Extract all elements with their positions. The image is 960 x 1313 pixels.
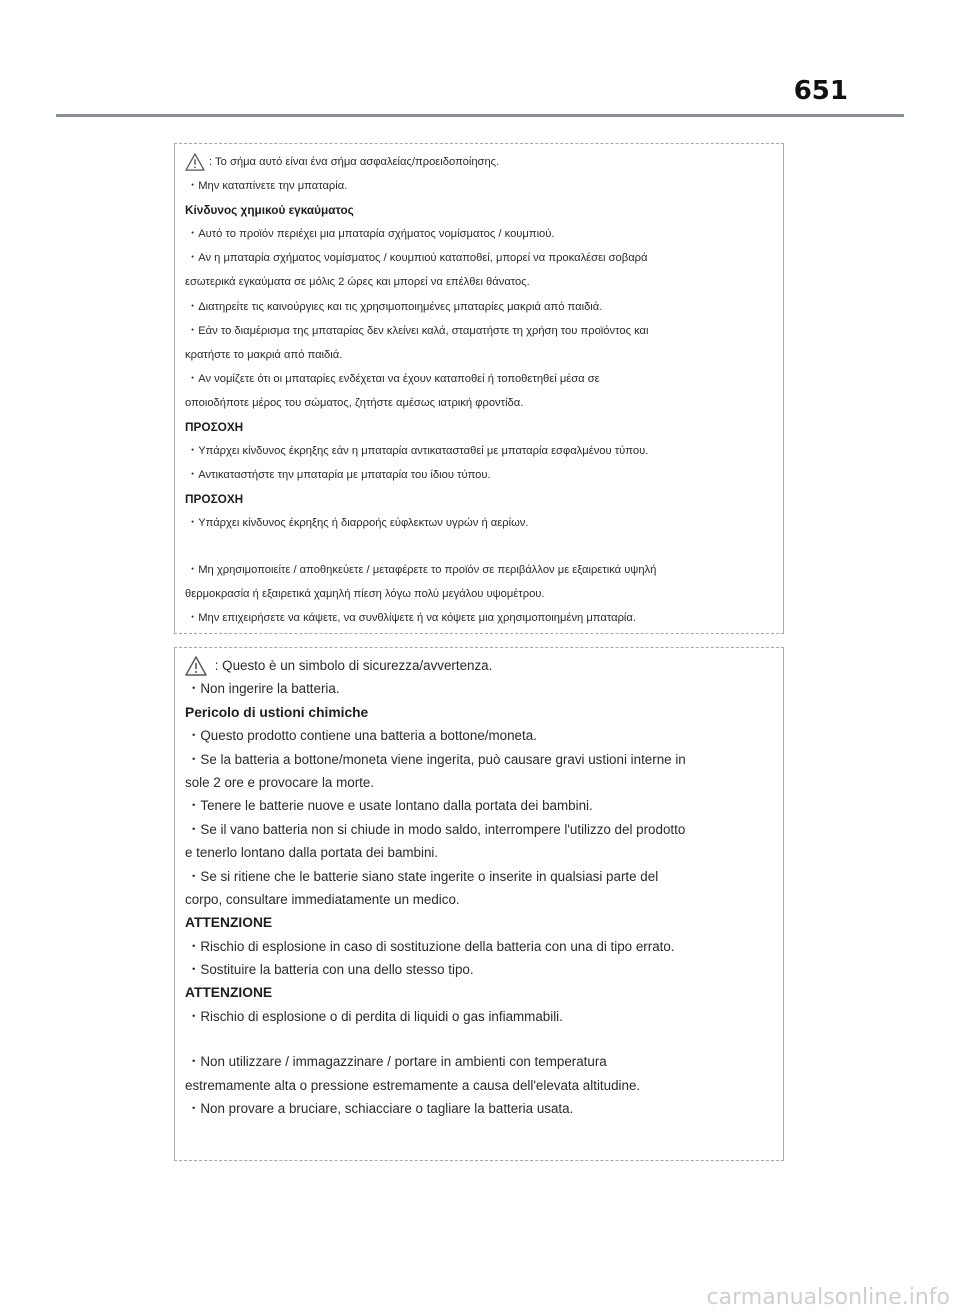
- text-line: [185, 222, 783, 246]
- text-line: [185, 606, 783, 630]
- section-heading: [185, 198, 783, 222]
- line-text: ・Rischio di esplosione o di perdita di liquidi o gas infiammabili.: [187, 1008, 563, 1024]
- line-text: ・Υπάρχει κίνδυνος έκρηξης εάν η μπαταρία αντικατασταθεί με μπαταρία εσφαλμένου τύπου.: [187, 445, 649, 458]
- line-text: ATTENZIONE: [185, 985, 273, 1001]
- line-text: ・Se la batteria a bottone/moneta viene ingerita, può causare gravi ustioni interne in: [187, 751, 686, 767]
- warning-triangle-icon: [185, 153, 205, 171]
- text-line: [185, 391, 783, 415]
- text-line: [185, 174, 783, 198]
- line-text: ・Non utilizzare / immagazzinare / portare in ambienti con temperatura: [187, 1054, 607, 1070]
- greek-warning-box: [174, 143, 784, 634]
- text-line: [185, 724, 783, 747]
- spacer: [185, 1028, 783, 1050]
- warning-line: [185, 654, 783, 677]
- text-line: [185, 1097, 783, 1120]
- text-line: [185, 558, 783, 582]
- line-text: ・Se il vano batteria non si chiude in modo saldo, interrompere l'utilizzo del prodotto: [187, 821, 686, 837]
- text-line: [185, 818, 783, 841]
- line-text: ・Μη χρησιμοποιείτε / αποθηκεύετε / μεταφέρετε το προϊόν σε περιβάλλον με εξαιρετικά υψηλή: [187, 563, 657, 576]
- warning-line: [185, 150, 783, 174]
- line-text: ・Μην επιχειρήσετε να κάψετε, να συνθλίψετε ή να κόψετε μια χρησιμοποιημένη μπαταρία.: [187, 611, 636, 624]
- section-heading: [185, 487, 783, 511]
- text-line: [185, 935, 783, 958]
- line-text: ・Se si ritiene che le batterie siano state ingerite o inserite in qualsiasi parte del: [187, 868, 659, 884]
- line-text: ・Αν νομίζετε ότι οι μπαταρίες ενδέχεται να έχουν καταποθεί ή τοποθετηθεί μέσα σε: [187, 372, 600, 385]
- line-text: e tenerlo lontano dalla portata dei bambini.: [185, 845, 439, 861]
- header-rule: [56, 114, 904, 117]
- line-text: ・Διατηρείτε τις καινούργιες και τις χρησιμοποιημένες μπαταρίες μακριά από παιδιά.: [187, 300, 603, 313]
- section-heading: [185, 701, 783, 724]
- line-text: εσωτερικά εγκαύματα σε μόλις 2 ώρες και μπορεί να επέλθει θάνατος.: [185, 276, 530, 289]
- text-line: [185, 865, 783, 888]
- line-text: Pericolo di ustioni chimiche: [185, 704, 369, 720]
- line-text: ΠΡΟΣΟΧΗ: [185, 420, 244, 435]
- line-text: ・Υπάρχει κίνδυνος έκρηξης ή διαρροής εύφλεκτων υγρών ή αερίων.: [187, 517, 529, 530]
- text-line: [185, 582, 783, 606]
- text-line: [185, 367, 783, 391]
- line-text: ・Questo prodotto contiene una batteria a bottone/moneta.: [187, 728, 537, 744]
- line-text: κρατήστε το μακριά από παιδιά.: [185, 348, 343, 361]
- text-line: [185, 958, 783, 981]
- section-heading: [185, 415, 783, 439]
- warning-triangle-icon: [185, 656, 207, 676]
- text-line: [185, 319, 783, 343]
- line-text: οποιοδήποτε μέρος του σώματος, ζητήστε αμέσως ιατρική φροντίδα.: [185, 396, 524, 409]
- text-line: [185, 270, 783, 294]
- section-heading: [185, 981, 783, 1004]
- line-text: : Questo è un simbolo di sicurezza/avvertenza.: [211, 658, 493, 673]
- line-text: ATTENZIONE: [185, 915, 273, 931]
- line-text: : Το σήμα αυτό είναι ένα σήμα ασφαλείας/προειδοποίησης.: [209, 156, 500, 168]
- text-line: [185, 463, 783, 487]
- line-text: ・Rischio di esplosione in caso di sostituzione della batteria con una di tipo errato.: [187, 938, 675, 954]
- line-text: ・Εάν το διαμέρισμα της μπαταρίας δεν κλείνει καλά, σταματήστε τη χρήση του προϊόντος και: [187, 324, 649, 337]
- section-heading: [185, 911, 783, 934]
- text-line: [185, 771, 783, 794]
- text-line: [185, 511, 783, 535]
- line-text: ・Non ingerire la batteria.: [187, 681, 340, 697]
- line-text: ・Μην καταπίνετε την μπαταρία.: [187, 180, 348, 193]
- text-line: [185, 1005, 783, 1028]
- line-text: ・Αν η μπαταρία σχήματος νομίσματος / κουμπιού καταποθεί, μπορεί να προκαλέσει σοβαρά: [187, 252, 648, 265]
- text-line: [185, 677, 783, 700]
- text-line: [185, 1050, 783, 1073]
- line-text: corpo, consultare immediatamente un medico.: [185, 891, 460, 907]
- line-text: ・Αντικαταστήστε την μπαταρία με μπαταρία του ίδιου τύπου.: [187, 469, 491, 482]
- line-text: ・Αυτό το προϊόν περιέχει μια μπαταρία σχήματος νομίσματος / κουμπιού.: [187, 228, 555, 241]
- text-line: [185, 794, 783, 817]
- text-line: [185, 748, 783, 771]
- text-line: [185, 439, 783, 463]
- line-text: sole 2 ore e provocare la morte.: [185, 774, 375, 790]
- line-text: estremamente alta o pressione estremamente a causa dell'elevata altitudine.: [185, 1077, 641, 1093]
- text-line: [185, 343, 783, 367]
- line-text: ・Tenere le batterie nuove e usate lontano dalla portata dei bambini.: [187, 798, 593, 814]
- text-line: [185, 246, 783, 270]
- spacer: [185, 536, 783, 558]
- line-text: ・Sostituire la batteria con una dello stesso tipo.: [187, 962, 474, 978]
- line-text: θερμοκρασία ή εξαιρετικά χαμηλή πίεση λόγω πολύ μεγάλου υψομέτρου.: [185, 587, 545, 600]
- text-line: [185, 841, 783, 864]
- watermark: carmanualsonline.info: [706, 1285, 950, 1310]
- line-text: Κίνδυνος χημικού εγκαύματος: [185, 203, 354, 218]
- text-line: [185, 1074, 783, 1097]
- page-number: 651: [793, 76, 848, 106]
- text-line: [185, 295, 783, 319]
- line-text: ΠΡΟΣΟΧΗ: [185, 492, 244, 507]
- text-line: [185, 888, 783, 911]
- line-text: ・Non provare a bruciare, schiacciare o tagliare la batteria usata.: [187, 1101, 574, 1117]
- italian-warning-box: [174, 647, 784, 1161]
